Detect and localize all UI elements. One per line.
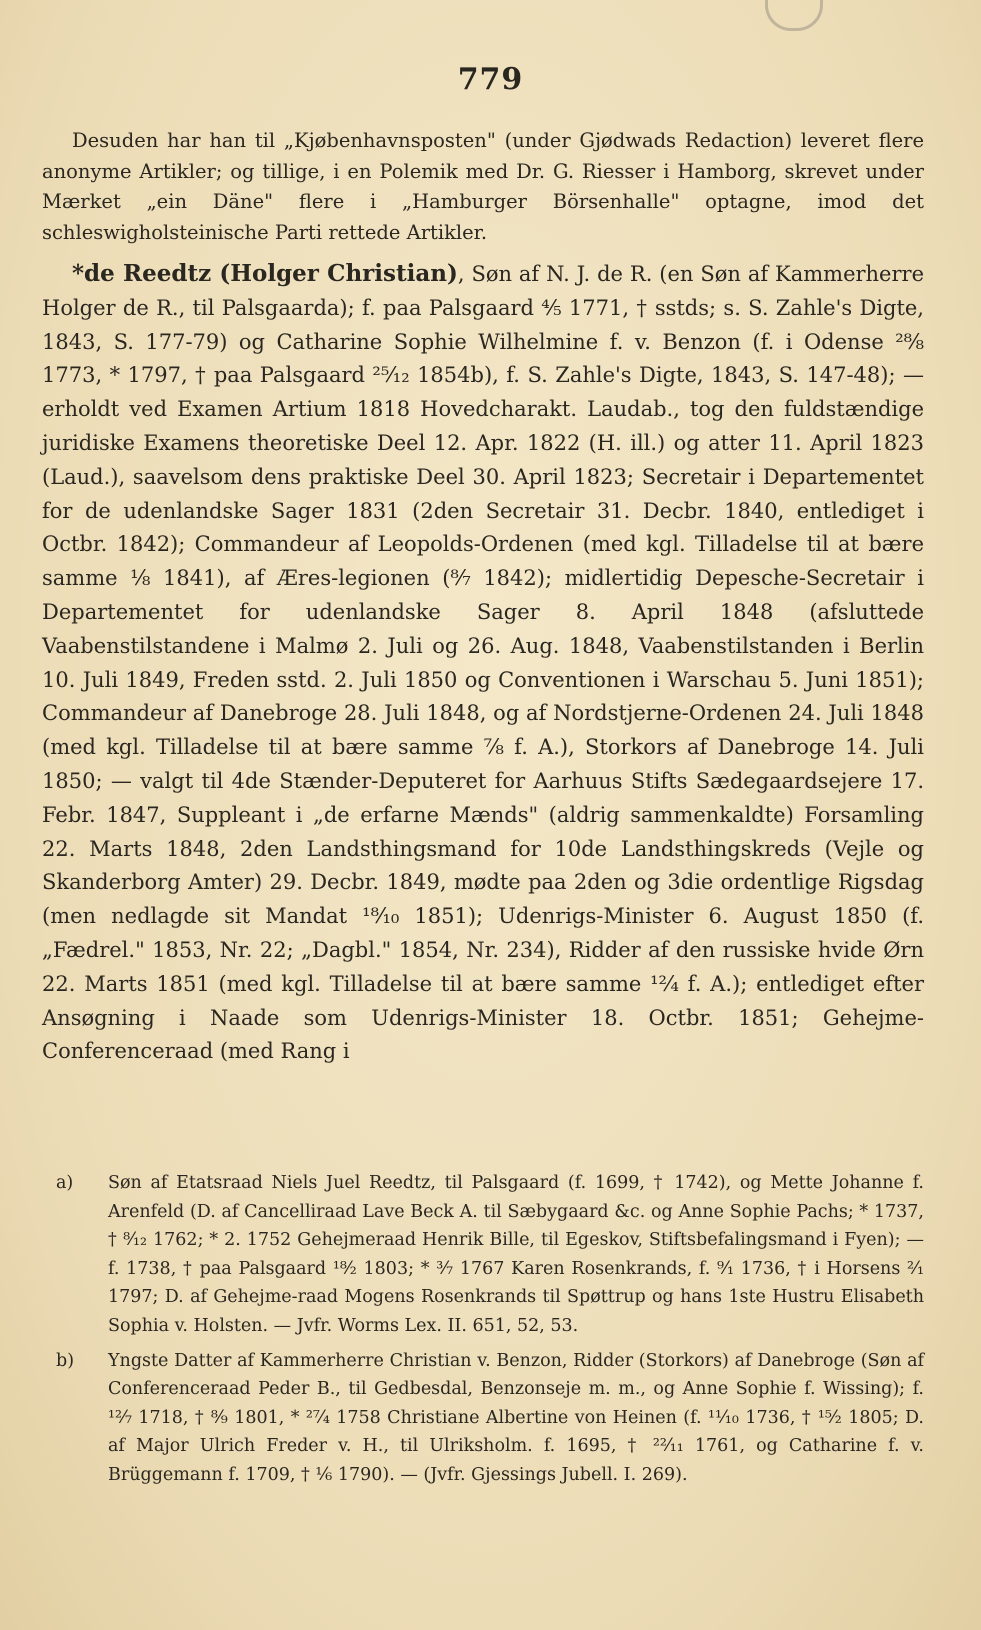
footnote-b — [42, 1347, 924, 1490]
intro-text: Desuden har han til „Kjøbenhavnsposten" (under Gjødwads Redaction) leveret flere anonyme Artikler; og tillige, i en Polemik med Dr. G. Riesser i Hamborg, skrevet under Mærket „ein Däne" flere i „Hamburger Börsenhalle" optagne, imod det schleswigholsteinische Parti rettede Artikler. — [42, 129, 924, 244]
biography-entry — [42, 257, 924, 1069]
binding-mark — [765, 0, 823, 31]
footnote-label: b) — [56, 1350, 75, 1371]
footnote-text: Søn af Etatsraad Niels Juel Reedtz, til Palsgaard (f. 1699, † 1742), og Mette Johanne f. Arenfeld (D. af Cancelliraad Lave Beck A. til Sæbygaard &c. og Anne Sophie Pachs; * 1737, † ⁸⁄₁₂ 1762; * 2. 1752 Gehejmeraad Henrik Bille, til Egeskov, Stiftsbefalingsmand i Fyen); — f. 1738, † paa Palsgaard ¹⁸⁄₂ 1803; * ³⁄₇ 1767 Karen Rosenkrands, f. ⁹⁄₁ 1736, † i Horsens ²⁄₁ 1797; D. af Gehejme-raad Mogens Rosenkrands til Spøttrup og hans 1ste Hustru Elisabeth Sophia v. Holsten. — Jvfr. Worms Lex. II. 651, 52, 53. — [108, 1173, 924, 1336]
main-text — [42, 126, 924, 1069]
page-number: 779 — [457, 62, 524, 97]
entry-name: *de Reedtz (Holger Christian) — [72, 260, 458, 287]
footnote-label: a) — [56, 1173, 74, 1193]
intro-paragraph — [42, 126, 924, 248]
footnotes — [42, 1169, 924, 1496]
footnote-text: Yngste Datter af Kammerherre Christian v. Benzon, Ridder (Storkors) af Danebroge (Søn af Conferenceraad Peder B., til Gedbesdal, Benzonseje m. m., og Anne Sophie f. Wissing); f. ¹²⁄₇ 1718, † ⁸⁄₉ 1801, * ²⁷⁄₄ 1758 Christiane Albertine von Heinen (f. ¹¹⁄₁₀ 1736, † ¹⁵⁄₂ 1805; D. af Major Ulrich Freder v. H., til Ulriksholm. f. 1695, † ²²⁄₁₁ 1761, og Catharine f. v. Brüggemann f. 1709, † ¹⁄₆ 1790). — (Jvfr. Gjessings Jubell. I. 269). — [108, 1350, 924, 1485]
entry-text: , Søn af N. J. de R. (en Søn af Kammerherre Holger de R., til Palsgaarda); f. paa Palsgaard ⁴⁄₅ 1771, † sstds; s. S. Zahle's Digte, 1843, S. 177-79) og Catharine Sophie Wilhelmine f. v. Benzon (f. i Odense ²⁸⁄₈ 1773, * 1797, † paa Palsgaard ²⁵⁄₁₂ 1854b), f. S. Zahle's Digte, 1843, S. 147-48); — erholdt ved Examen Artium 1818 Hovedcharakt. Laudab., tog den fuldstændige juridiske Examens theoretiske Deel 12. Apr. 1822 (H. ill.) og atter 11. April 1823 (Laud.), saavelsom dens praktiske Deel 30. April 1823; Secretair i Departementet for de udenlandske Sager 1831 (2den Secretair 31. Decbr. 1840, entlediget i Octbr. 1842); Commandeur af Leopolds-Ordenen (med kgl. Tilladelse til at bære samme ¹⁄₈ 1841), af Æres-legionen (⁸⁄₇ 1842); midlertidig Depesche-Secretair i Departementet for udenlandske Sager 8. April 1848 (afsluttede Vaabenstilstandene i Malmø 2. Juli og 26. Aug. 1848, Vaabenstilstanden i Berlin 10. Juli 1849, Freden sstd. 2. Juli 1850 og Conventionen i Warschau 5. Juni 1851); Commandeur af Danebroge 28. Juli 1848, og af Nordstjerne-Ordenen 24. Juli 1848 (med kgl. Tilladelse til at bære samme ⁷⁄₈ f. A.), Storkors af Danebroge 14. Juli 1850; — valgt til 4de Stænder-Deputeret for Aarhuus Stifts Sædegaardsejere 17. Febr. 1847, Suppleant i „de erfarne Mænds" (aldrig sammenkaldte) Forsamling 22. Marts 1848, 2den Landsthingsmand for 10de Landsthingskreds (Vejle og Skanderborg Amter) 29. Decbr. 1849, mødte paa 2den og 3die ordentlige Rigsdag (men nedlagde sit Mandat ¹⁸⁄₁₀ 1851); Udenrigs-Minister 6. August 1850 (f. „Fædrel." 1853, Nr. 22; „Dagbl." 1854, Nr. 234), Ridder af den russiske hvide Ørn 22. Marts 1851 (med kgl. Tilladelse til at bære samme ¹²⁄₄ f. A.); entlediget efter Ansøgning i Naade som Udenrigs-Minister 18. Octbr. 1851; Gehejme-Conferenceraad (med Rang i — [42, 262, 924, 1064]
footnote-a — [42, 1169, 924, 1341]
